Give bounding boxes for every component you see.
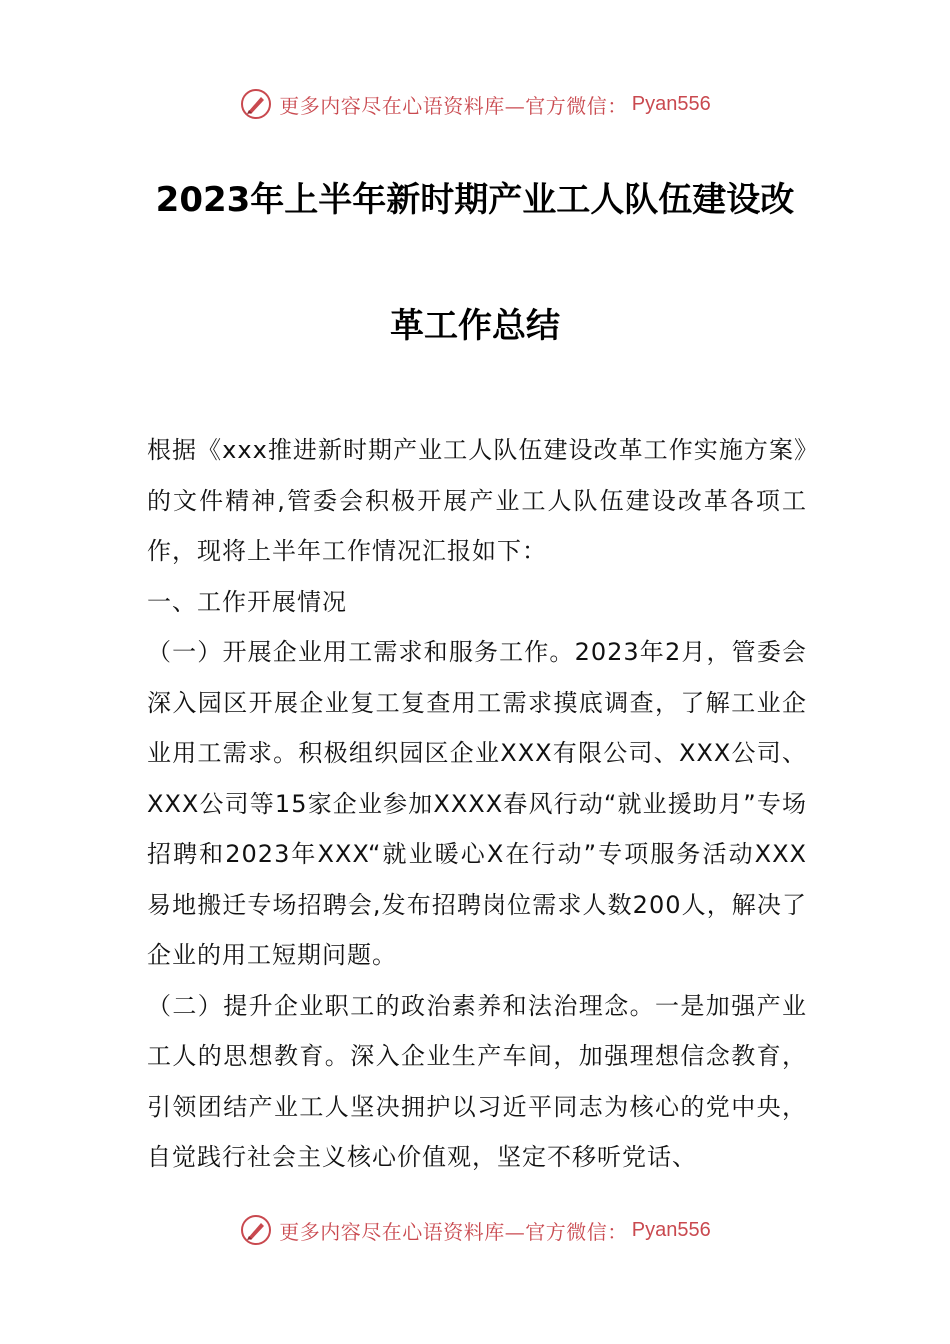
header-watermark-banner <box>0 84 950 124</box>
section-heading: 一、工作开展情况 <box>147 587 347 616</box>
banner-text: 更多内容尽在心语资料库—官方微信： <box>279 93 628 118</box>
paragraph-intro: 根据《xxx推进新时期产业工人队伍建设改革工作实施方案》的文件精神,管委会积极开展产业工人队伍建设改革各项工作，现将上半年工作情况汇报如下： <box>147 436 807 565</box>
paragraph-item-2: （二）提升企业职工的政治素养和法治理念。一是加强产业工人的思想教育。深入企业生产车间，加强理想信念教育，引领团结产业工人坚决拥护以习近平同志为核心的党中央，自觉践行社会主义核心价值观，坚定不移听党话、 <box>147 991 807 1171</box>
document-title-line-2: 革工作总结 <box>390 306 560 346</box>
footer-watermark-banner <box>0 1210 950 1250</box>
banner-text: 更多内容尽在心语资料库—官方微信： <box>279 1219 628 1244</box>
banner-wechat-id: Pyan556 <box>631 1218 711 1241</box>
document-title-line-1: 2023年上半年新时期产业工人队伍建设改 <box>155 180 795 220</box>
pen-logo-icon <box>239 1213 273 1247</box>
pen-logo-icon <box>239 87 273 121</box>
banner-wechat-id: Pyan556 <box>631 92 711 115</box>
paragraph-item-1: （一）开展企业用工需求和服务工作。2023年2月，管委会深入园区开展企业复工复查用工需求摸底调查，了解工业企业用工需求。积极组织园区企业XXX有限公司、XXX公司、XXX公司等15家企业参加XXXX春风行动“就业援助月”专场招聘和2023年XXX“就业暖心X在行动”专项服务活动XXX易地搬迁专场招聘会,发布招聘岗位需求人数200人，解决了企业的用工短期问题。 <box>147 638 807 969</box>
document-body <box>147 425 807 1183</box>
